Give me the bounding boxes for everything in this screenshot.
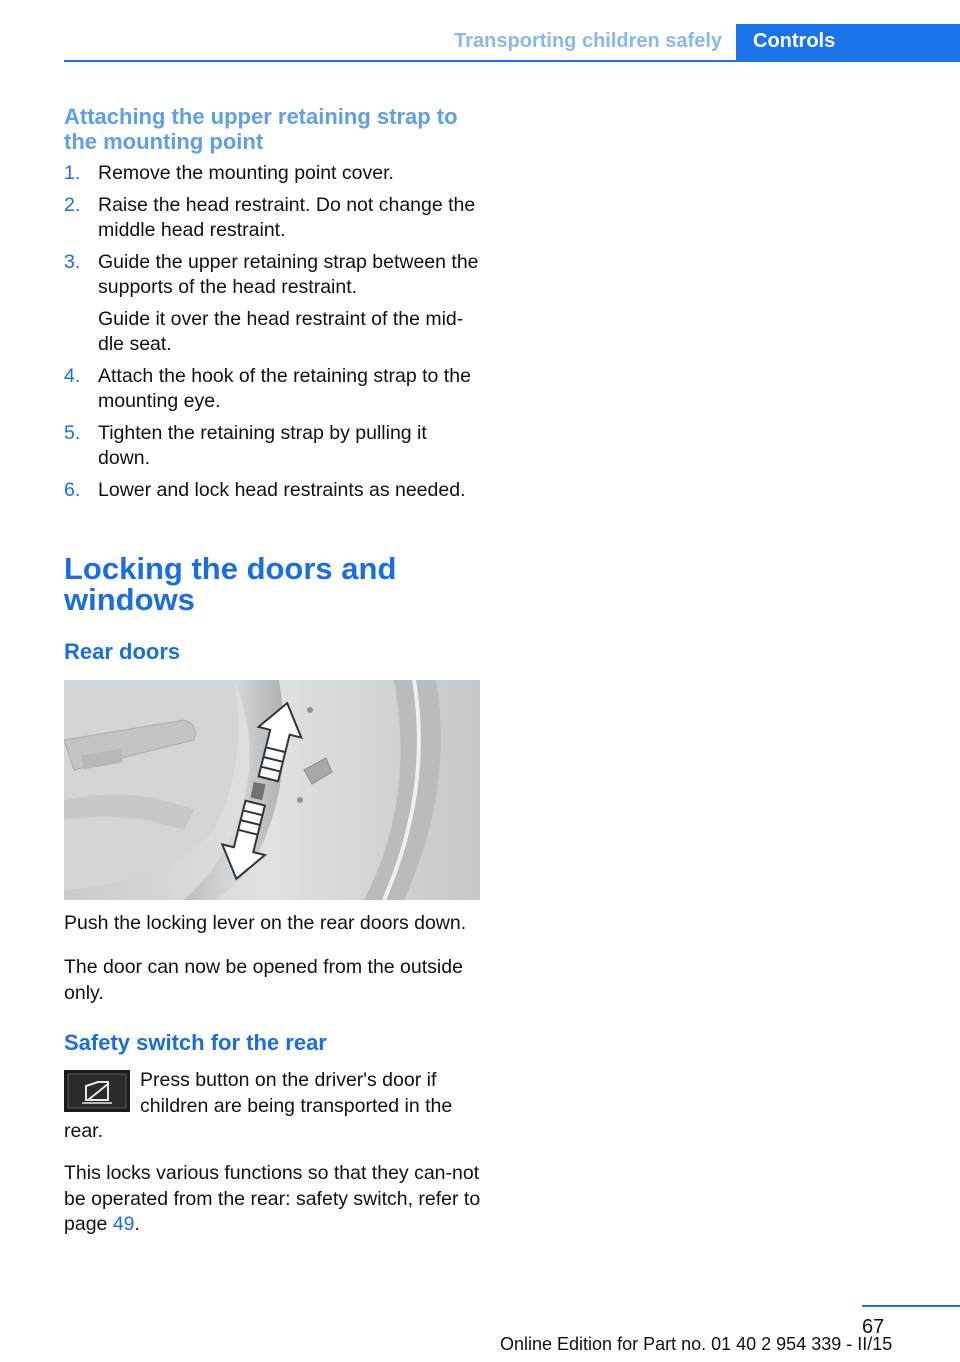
page-reference-link[interactable]: 49 bbox=[112, 1213, 135, 1235]
list-item bbox=[64, 161, 484, 187]
step-number: 5. bbox=[64, 421, 81, 444]
step-number: 2. bbox=[64, 193, 81, 216]
step-text: Raise the head restraint. Do not change the middle head restraint. bbox=[98, 193, 476, 241]
step-number: 6. bbox=[64, 478, 81, 501]
rear-door-locking-lever-illustration bbox=[64, 680, 480, 900]
step-number: 3. bbox=[64, 250, 81, 273]
safety-switch-paragraph-2-text: This locks various functions so that they can‐not be operated from the rear: safety switch, refer to page bbox=[64, 1162, 481, 1235]
header-chapter-label: Controls bbox=[753, 30, 836, 52]
safety-switch-paragraph-2-suffix: . bbox=[134, 1213, 140, 1235]
rear-doors-paragraph-2: The door can now be opened from the outside only. bbox=[64, 956, 463, 1004]
list-item bbox=[64, 250, 484, 358]
step-text: Lower and lock head restraints as needed. bbox=[98, 478, 466, 501]
step-extra-text: Guide it over the head restraint of the mid‐dle seat. bbox=[98, 307, 464, 355]
header-section-title: Transporting children safely bbox=[454, 30, 722, 52]
footer-rule bbox=[862, 1305, 960, 1307]
safety-switch-paragraph-1-text: Press button on the driver's door if children are being transported in the rear. bbox=[64, 1069, 453, 1142]
strap-section-title: Attaching the upper retaining strap to the mounting point bbox=[64, 104, 458, 154]
step-text: Guide the upper retaining strap between the supports of the head restraint. bbox=[98, 250, 479, 298]
rear-doors-paragraph-1: Push the locking lever on the rear doors down. bbox=[64, 912, 467, 934]
step-text: Attach the hook of the retaining strap to the mounting eye. bbox=[98, 364, 471, 412]
list-item bbox=[64, 193, 484, 244]
header-chapter-tab bbox=[736, 24, 960, 62]
page-number: 67 bbox=[862, 1316, 885, 1338]
rear-doors-title: Rear doors bbox=[64, 639, 181, 664]
safety-switch-title: Safety switch for the rear bbox=[64, 1030, 327, 1055]
step-number: 1. bbox=[64, 162, 81, 184]
list-item bbox=[64, 364, 484, 415]
strap-section bbox=[64, 104, 484, 509]
strap-steps-list bbox=[64, 161, 484, 503]
header-rule bbox=[64, 60, 960, 62]
safety-switch-paragraph-2 bbox=[64, 1161, 484, 1238]
list-item bbox=[64, 421, 484, 472]
step-text: Tighten the retaining strap by pulling it down. bbox=[98, 421, 427, 469]
safety-switch-paragraph-1 bbox=[64, 1068, 480, 1145]
step-text: Remove the mounting point cover. bbox=[98, 162, 394, 184]
icon-spacer bbox=[64, 1068, 140, 1118]
locking-section-title: Locking the doors and windows bbox=[64, 551, 397, 617]
footer-edition-text: Online Edition for Part no. 01 40 2 954 339 - II/15 bbox=[500, 1334, 893, 1354]
step-number: 4. bbox=[64, 364, 81, 387]
list-item bbox=[64, 478, 484, 504]
